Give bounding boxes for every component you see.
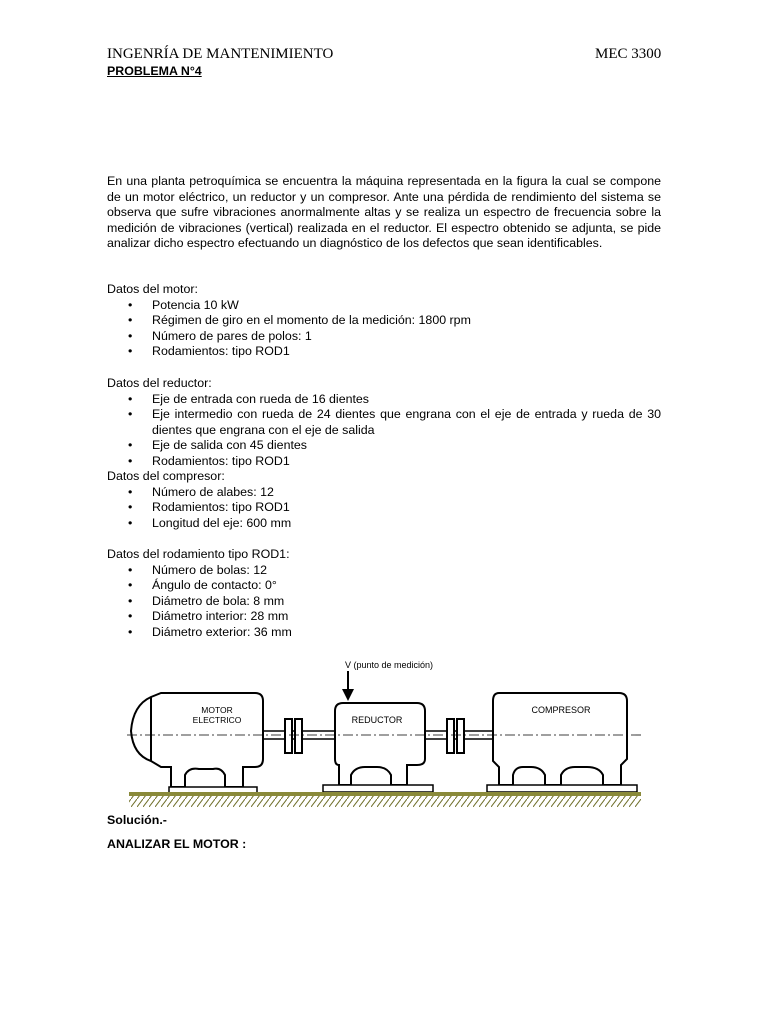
measurement-point-label: V (punto de medición) bbox=[345, 660, 434, 670]
list-item: • Diámetro exterior: 36 mm bbox=[107, 625, 661, 641]
motor-data-list bbox=[107, 298, 667, 360]
compresor-data-list bbox=[107, 485, 667, 532]
list-item: • Diámetro interior: 28 mm bbox=[107, 609, 661, 625]
list-item: • Longitud del eje: 600 mm bbox=[107, 516, 661, 532]
list-item: • Rodamientos: tipo ROD1 bbox=[107, 500, 661, 516]
compressor bbox=[487, 693, 637, 792]
reductor-data-list bbox=[107, 392, 667, 470]
bearing-data-heading: Datos del rodamiento tipo ROD1: bbox=[107, 547, 290, 561]
motor-label-line2: ELECTRICO bbox=[192, 715, 242, 725]
list-item: • Eje de entrada con rueda de 16 dientes bbox=[107, 392, 661, 408]
ground-surface bbox=[129, 792, 641, 796]
electric-motor bbox=[131, 693, 263, 793]
reductor-data-section bbox=[107, 376, 667, 469]
reducer bbox=[323, 703, 433, 792]
reductor-label: REDUCTOR bbox=[351, 715, 403, 725]
solution-heading: Solución.- bbox=[107, 813, 167, 827]
measurement-arrow-icon bbox=[342, 671, 354, 701]
analyze-motor-heading: ANALIZAR EL MOTOR : bbox=[107, 837, 247, 851]
bearing-data-section bbox=[107, 547, 667, 640]
list-item: • Diámetro de bola: 8 mm bbox=[107, 594, 661, 610]
problem-title: PROBLEMA N°4 bbox=[107, 64, 202, 78]
compresor-data-section bbox=[107, 469, 667, 531]
bearing-data-list bbox=[107, 563, 667, 641]
compresor-data-heading: Datos del compresor: bbox=[107, 469, 225, 483]
reductor-data-heading: Datos del reductor: bbox=[107, 376, 212, 390]
list-item: • Número de alabes: 12 bbox=[107, 485, 661, 501]
motor-data-heading: Datos del motor: bbox=[107, 282, 198, 296]
course-title: INGENRÍA DE MANTENIMIENTO bbox=[107, 46, 334, 62]
machine-diagram bbox=[125, 655, 645, 815]
course-code: MEC 3300 bbox=[595, 46, 662, 62]
list-item: • Eje de salida con 45 dientes bbox=[107, 438, 661, 454]
motor-label-line1: MOTOR bbox=[201, 705, 233, 715]
ground bbox=[129, 792, 641, 807]
list-item: • Número de pares de polos: 1 bbox=[107, 329, 661, 345]
list-item: • Potencia 10 kW bbox=[107, 298, 661, 314]
problem-statement: En una planta petroquímica se encuentra la máquina representada en la figura la cual se compone de un motor eléctrico, un reductor y un compresor. Ante una pérdida de rendimiento del sistema se observa que sufre vibraciones anormalmente altas y se realiza un espectro de frecuencia sobre la medición de vibraciones (vertical) realizada en el reductor. El espectro obtenido se adjunta, se pide analizar dicho espectro efectuando un diagnóstico de los defectos que sean identificables. bbox=[107, 174, 661, 250]
list-item: • Rodamientos: tipo ROD1 bbox=[107, 344, 661, 360]
list-item: • Régimen de giro en el momento de la medición: 1800 rpm bbox=[107, 313, 661, 329]
compresor-label: COMPRESOR bbox=[531, 705, 591, 715]
list-item: • Ángulo de contacto: 0° bbox=[107, 578, 661, 594]
list-item: • Eje intermedio con rueda de 24 dientes que engrana con el eje de entrada y rueda de 30 dientes que engrana con el eje de salida bbox=[107, 407, 661, 438]
list-item: • Rodamientos: tipo ROD1 bbox=[107, 454, 661, 470]
ground-hatching bbox=[129, 796, 641, 807]
list-item: • Número de bolas: 12 bbox=[107, 563, 661, 579]
motor-data-section bbox=[107, 282, 667, 360]
